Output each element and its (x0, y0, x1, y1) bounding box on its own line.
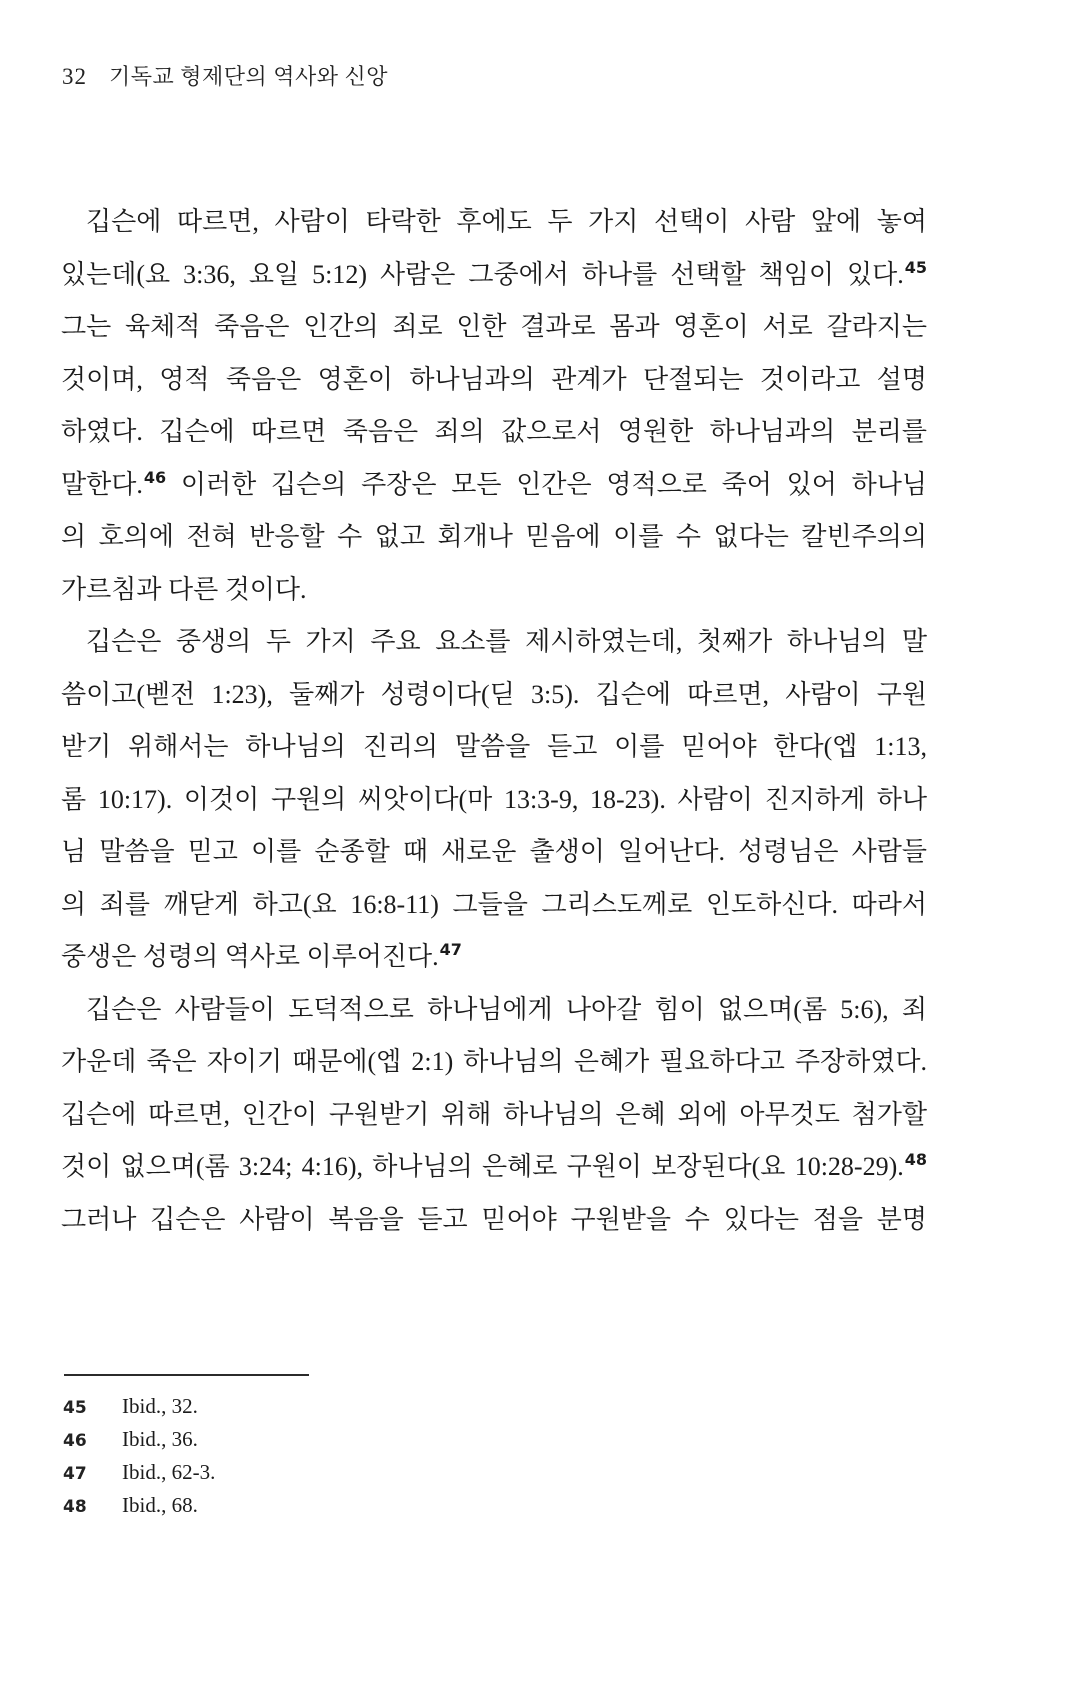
footnote-item (63, 1390, 763, 1423)
footnote-number: 45 (63, 1398, 87, 1418)
footnote-ref-48: 48 (904, 1150, 927, 1169)
body-line: 가운데 죽은 자이기 때문에(엡 2:1) 하나님의 은혜가 필요하다고 주장하였다. (61, 1047, 927, 1076)
footnote-number: 48 (63, 1497, 87, 1517)
footnote-item (63, 1456, 763, 1489)
footnote-ref-45: 45 (904, 257, 927, 277)
body-line: 가르침과 다른 것이다. (61, 574, 307, 604)
footnote-ref-47: 47 (439, 940, 462, 959)
footnote-item (63, 1489, 763, 1522)
paragraph (61, 616, 927, 984)
body-line: 것이며, 영적 죽음은 영혼이 하나님과의 관계가 단절되는 것이라고 설명 (61, 364, 927, 394)
body-line: 그는 육체적 죽음은 인간의 죄로 인한 결과로 몸과 영혼이 서로 갈라지는 (61, 312, 927, 341)
footnote-number: 46 (63, 1431, 87, 1451)
body-line: 것이 없으며(롬 3:24; 4:16), 하나님의 은혜로 구원이 보장된다(요 10:28-29).$^{48}$ (61, 1150, 927, 1181)
paragraph (61, 984, 927, 1247)
body-line: 씀이고(벧전 1:23), 둘째가 성령이다(딛 3:5). 깁슨에 따르면, 사람이 구원 (61, 679, 927, 709)
body-line: 있는데(요 3:36, 요일 5:12) 사람은 그중에서 하나를 선택할 책임이 있다.$^{45}$ (61, 257, 927, 289)
body-line: 말한다.$^{46}$ 이러한 깁슨의 주장은 모든 인간은 영적으로 죽어 있어 하나님 (61, 467, 927, 499)
running-title: 기독교 형제단의 역사와 신앙 (109, 64, 389, 89)
footnote-text: Ibid., 32. (122, 1394, 198, 1418)
footnote-text: Ibid., 68. (122, 1493, 198, 1517)
footnote-ref-46: 46 (143, 467, 167, 487)
body-text (61, 196, 927, 1246)
page-header (62, 60, 388, 91)
paragraph (61, 196, 927, 616)
body-line: 의 죄를 깨닫게 하고(요 16:8-11) 그들을 그리스도께로 인도하신다. 따라서 (61, 889, 927, 919)
footnote-item (63, 1423, 763, 1456)
body-line: 님 말씀을 믿고 이를 순종할 때 새로운 출생이 일어난다. 성령님은 사람들 (61, 837, 927, 866)
body-line: 중생은 성령의 역사로 이루어진다.$^{47}$ (61, 940, 462, 971)
page-number: 32 (62, 64, 87, 89)
body-line: 하였다. 깁슨에 따르면 죽음은 죄의 값으로서 영원한 하나님과의 분리를 (61, 417, 927, 446)
footnote-text: Ibid., 62-3. (122, 1460, 216, 1484)
footnote-separator (64, 1374, 309, 1376)
body-line: 그러나 깁슨은 사람이 복음을 듣고 믿어야 구원받을 수 있다는 점을 분명 (61, 1204, 927, 1234)
footnotes (63, 1390, 763, 1522)
body-line: 깁슨은 사람들이 도덕적으로 하나님에게 나아갈 힘이 없으며(롬 5:6), 죄 (86, 994, 927, 1024)
footnote-text: Ibid., 36. (122, 1427, 198, 1451)
footnote-number: 47 (63, 1464, 87, 1484)
body-line: 롬 10:17). 이것이 구원의 씨앗이다(마 13:3-9, 18-23). 사람이 진지하게 하나 (61, 784, 927, 814)
body-line: 깁슨에 따르면, 사람이 타락한 후에도 두 가지 선택이 사람 앞에 놓여 (86, 207, 927, 236)
body-line: 받기 위해서는 하나님의 진리의 말씀을 듣고 이를 믿어야 한다(엡 1:13, (61, 732, 927, 761)
body-line: 의 호의에 전혀 반응할 수 없고 회개나 믿음에 이를 수 없다는 칼빈주의의 (61, 522, 927, 551)
body-line: 깁슨에 따르면, 인간이 구원받기 위해 하나님의 은혜 외에 아무것도 첨가할 (61, 1099, 927, 1129)
body-line: 깁슨은 중생의 두 가지 주요 요소를 제시하였는데, 첫째가 하나님의 말 (86, 627, 927, 656)
